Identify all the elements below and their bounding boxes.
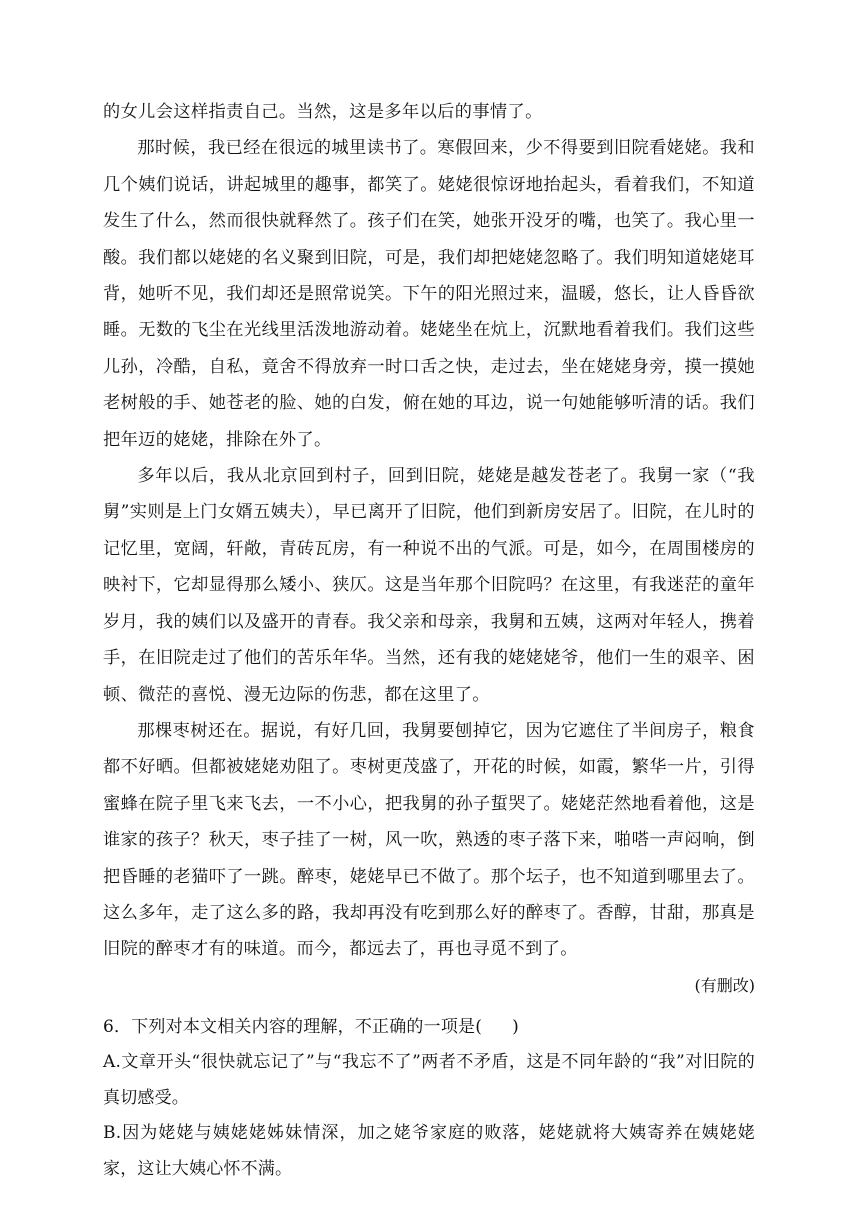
question-stem-close: ) <box>512 1016 519 1037</box>
option-b: B.因为姥姥与姨姥姥姊妹情深，加之姥爷家庭的败落，姥姥就将大姨寄养在姨姥姥家，这让大姨心怀不满。 <box>103 1123 755 1179</box>
passage-paragraph-1: 的女儿会这样指责自己。当然，这是多年以后的事情了。 <box>103 102 543 122</box>
question-6 <box>103 1010 755 1188</box>
option-a: A.文章开头“很快就忘记了”与“我忘不了”两者不矛盾，这是不同年龄的“我”对旧院的真切感受。 <box>103 1052 755 1108</box>
question-stem-text: 6．下列对本文相关内容的理解，不正确的一项是( <box>103 1016 483 1037</box>
passage-paragraph-4: 那棵枣树还在。据说，有好几回，我舅要刨掉它，因为它遮住了半间房子，粮食都不好晒。但都被姥姥劝阻了。枣树更茂盛了，开花的时候，如霞，繁华一片，引得蜜蜂在院子里飞来飞去，一不小心，把我舅的孙子蜇哭了。姥姥茫然地看着他，这是谁家的孩子？秋天，枣子挂了一树，风一吹，熟透的枣子落下来，啪嗒一声闷响，倒把昏睡的老猫吓了一跳。醉枣，姥姥早已不做了。那个坛子，也不知道到哪里去了。这么多年，走了这么多的路，我却再没有吃到那么好的醉枣了。香醇，甘甜，那真是旧院的醉枣才有的味道。而今，都远去了，再也寻觅不到了。 <box>103 720 755 960</box>
source-note: (有删改) <box>694 975 755 995</box>
question-stem <box>103 1010 755 1046</box>
passage-paragraph-2: 那时候，我已经在很远的城里读书了。寒假回来，少不得要到旧院看姥姥。我和几个姨们说话，讲起城里的趣事，都笑了。姥姥很惊讶地抬起头，看着我们，不知道发生了什么，然而很快就释然了。孩子们在笑，她张开没牙的嘴，也笑了。我心里一酸。我们都以姥姥的名义聚到旧院，可是，我们却把姥姥忽略了。我们明知道姥姥耳背，她听不见，我们却还是照常说笑。下午的阳光照过来，温暖，悠长，让人昏昏欲睡。无数的飞尘在光线里活泼地游动着。姥姥坐在炕上，沉默地看着我们。我们这些儿孙，冷酷，自私，竟舍不得放弃一时口舌之快，走过去，坐在姥姥身旁，摸一摸她老树般的手、她苍老的脸、她的白发，俯在她的耳边，说一句她能够听清的话。我们把年迈的姥姥，排除在外了。 <box>103 138 755 450</box>
document-page <box>103 94 755 1187</box>
passage-paragraph-3: 多年以后，我从北京回到村子，回到旧院，姥姥是越发苍老了。我舅一家（“我舅”实则是上门女婿五姨夫），早已离开了旧院，他们到新房安居了。旧院，在儿时的记忆里，宽阔，轩敞，青砖瓦房，有一种说不出的气派。可是，如今，在周围楼房的映衬下，它却显得那么矮小、狭仄。这是当年那个旧院吗？在这里，有我迷茫的童年岁月，我的姨们以及盛开的青春。我父亲和母亲，我舅和五姨，这两对年轻人，携着手，在旧院走过了他们的苦乐年华。当然，还有我的姥姥姥爷，他们一生的艰辛、困顿、微茫的喜悦、漫无边际的伤悲，都在这里了。 <box>103 466 755 705</box>
